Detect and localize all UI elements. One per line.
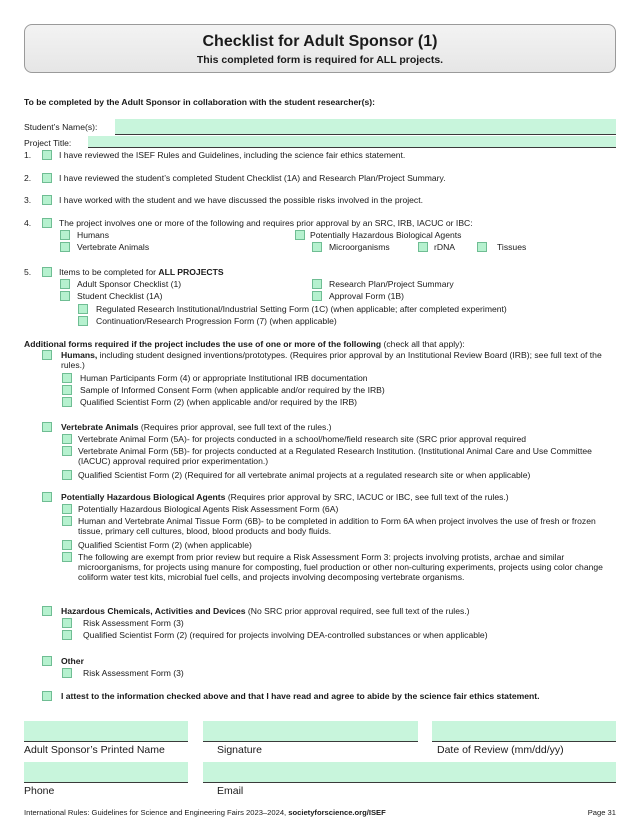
vertebrate-checkbox[interactable] [60, 242, 70, 252]
item-3-text: I have worked with the student and we have discussed the possible risks involved in the project. [59, 195, 424, 205]
item-4-number: 4. [24, 218, 32, 228]
form-subtitle: This completed form is required for ALL projects. [196, 54, 444, 67]
adult-checklist-checkbox[interactable] [60, 279, 70, 289]
hazardous-qualified-scientist-checkbox[interactable] [62, 630, 72, 640]
student-names-label: Student’s Name(s): [24, 122, 98, 132]
page-number: Page 31 [587, 808, 616, 817]
phba-6a-checkbox[interactable] [62, 504, 72, 514]
item-1-checkbox[interactable] [42, 150, 52, 160]
add-phba-description: Potentially Hazardous Biological Agents (Requires prior approval by SRC, IACUC or IBC, see full text of the rules.) [61, 492, 509, 502]
approval-form-checkbox[interactable] [312, 291, 322, 301]
footer-link[interactable]: societyforscience.org/ISEF [288, 808, 386, 817]
phba-6b-label: Human and Vertebrate Animal Tissue Form (6B)- to be completed in addition to Form 6A when project involves the use of fresh or frozen tissue, primary cell cultures, blood, blood products and body fluids. [78, 516, 596, 536]
hazardous-qualified-scientist-label: Qualified Scientist Form (2) (required for projects involving DEA-controlled substances or when applicable) [83, 630, 488, 640]
humans-qualified-scientist-label: Qualified Scientist Form (2) (when applicable and/or required by the IRB) [80, 397, 358, 407]
phba-6a-label: Potentially Hazardous Biological Agents Risk Assessment Form (6A) [78, 504, 339, 514]
phba-6b-checkbox[interactable] [62, 516, 72, 526]
add-humans-checkbox[interactable] [42, 350, 52, 360]
informed-consent-label: Sample of Informed Consent Form (when applicable and/or required by the IRB) [80, 385, 385, 395]
attest-checkbox[interactable] [42, 691, 52, 701]
other-risk-assessment-checkbox[interactable] [62, 668, 72, 678]
additional-heading: Additional forms required if the project includes the use of one or more of the following (check all that apply): [24, 339, 465, 349]
rdna-checkbox[interactable] [418, 242, 428, 252]
item-4-checkbox[interactable] [42, 218, 52, 228]
phba-label: Potentially Hazardous Biological Agents [310, 230, 462, 240]
vertebrate-5a-label: Vertebrate Animal Form (5A)- for projects conducted in a school/home/field research site (SRC prior approval required [78, 434, 527, 444]
item-3-checkbox[interactable] [42, 195, 52, 205]
add-phba-checkbox[interactable] [42, 492, 52, 502]
item-1-number: 1. [24, 150, 32, 160]
item-5-checkbox[interactable] [42, 267, 52, 277]
informed-consent-checkbox[interactable] [62, 385, 72, 395]
adult-checklist-label: Adult Sponsor Checklist (1) [77, 279, 182, 289]
research-plan-checkbox[interactable] [312, 279, 322, 289]
form-title: Checklist for Adult Sponsor (1) [202, 33, 438, 50]
add-other-checkbox[interactable] [42, 656, 52, 666]
microorganisms-label: Microorganisms [329, 242, 390, 252]
date-review-underline [432, 741, 616, 742]
date-review-field[interactable] [432, 721, 616, 741]
phba-exempt-label: The following are exempt from prior review but require a Risk Assessment Form 3: projects involving protists, archae and similar microorganisms, for projects using manure for composting, fuel production or other non-culturing experiments, projects using color change coliform water test kits, microbial fuel cells, and projects involving decomposing vertebrate organisms. [78, 552, 603, 582]
email-label: Email [217, 785, 244, 797]
vertebrate-5b-checkbox[interactable] [62, 446, 72, 456]
phone-label: Phone [24, 785, 55, 797]
item-1-text: I have reviewed the ISEF Rules and Guidelines, including the science fair ethics statement. [59, 150, 406, 160]
phba-checkbox[interactable] [295, 230, 305, 240]
signature-label: Signature [217, 744, 262, 756]
human-participants-checkbox[interactable] [62, 373, 72, 383]
item-4-text: The project involves one or more of the following and requires prior approval by an SRC, IRB, IACUC or IBC: [59, 218, 473, 228]
continuation-form-checkbox[interactable] [78, 316, 88, 326]
project-title-field[interactable] [88, 136, 616, 147]
item-2-checkbox[interactable] [42, 173, 52, 183]
humans-checkbox[interactable] [60, 230, 70, 240]
item-2-text: I have reviewed the student’s completed Student Checklist (1A) and Research Plan/Project Summary. [59, 173, 446, 183]
tissues-checkbox[interactable] [477, 242, 487, 252]
printed-name-label: Adult Sponsor’s Printed Name [24, 744, 165, 756]
human-participants-label: Human Participants Form (4) or appropriate Institutional IRB documentation [80, 373, 368, 383]
date-review-label: Date of Review (mm/dd/yy) [437, 744, 564, 756]
item-2-number: 2. [24, 173, 32, 183]
phone-underline [24, 782, 188, 783]
regulated-form-checkbox[interactable] [78, 304, 88, 314]
tissues-label: Tissues [497, 242, 527, 252]
item-5-number: 5. [24, 267, 32, 277]
intro-text: To be completed by the Adult Sponsor in collaboration with the student researcher(s): [24, 97, 375, 107]
add-vertebrate-checkbox[interactable] [42, 422, 52, 432]
item-5-text: Items to be completed for ALL PROJECTS [59, 267, 224, 277]
add-vertebrate-description: Vertebrate Animals (Requires prior approval, see full text of the rules.) [61, 422, 332, 432]
student-checklist-checkbox[interactable] [60, 291, 70, 301]
project-title-underline [88, 147, 616, 148]
add-hazardous-checkbox[interactable] [42, 606, 52, 616]
vertebrate-qualified-scientist-checkbox[interactable] [62, 470, 72, 480]
printed-name-field[interactable] [24, 721, 188, 741]
student-names-field[interactable] [115, 119, 616, 134]
approval-form-label: Approval Form (1B) [329, 291, 404, 301]
humans-qualified-scientist-checkbox[interactable] [62, 397, 72, 407]
add-hazardous-description: Hazardous Chemicals, Activities and Devices (No SRC prior approval required, see full text of the rules.) [61, 606, 470, 616]
vertebrate-5a-checkbox[interactable] [62, 434, 72, 444]
attest-text: I attest to the information checked above and that I have read and agree to abide by the science fair ethics statement. [61, 691, 540, 701]
student-names-underline [115, 134, 616, 135]
microorganisms-checkbox[interactable] [312, 242, 322, 252]
vertebrate-5b-label: Vertebrate Animal Form (5B)- for projects conducted at a Regulated Research Institution. (Institutional Animal Care and Use Committee (IACUC) approval required prior experimentation.) [78, 446, 592, 466]
phba-exempt-checkbox[interactable] [62, 552, 72, 562]
project-title-label: Project Title: [24, 138, 72, 148]
regulated-form-label: Regulated Research Institutional/Industrial Setting Form (1C) (when applicable; after completed experiment) [96, 304, 507, 314]
vertebrate-qualified-scientist-label: Qualified Scientist Form (2) (Required for all vertebrate animal projects at a regulated research site or when applicable) [78, 470, 531, 480]
phone-field[interactable] [24, 762, 188, 782]
footer-text: International Rules: Guidelines for Science and Engineering Fairs 2023–2024, societyforscience.org/ISEF [24, 808, 386, 817]
phba-qualified-scientist-label: Qualified Scientist Form (2) (when applicable) [78, 540, 252, 550]
signature-underline [203, 741, 418, 742]
continuation-form-label: Continuation/Research Progression Form (7) (when applicable) [96, 316, 337, 326]
vertebrate-label: Vertebrate Animals [77, 242, 150, 252]
add-humans-description: Humans, including student designed inventions/prototypes. (Requires prior approval by an Institutional Review Board (IRB); see full text of the rules.) [61, 350, 602, 370]
add-other-title: Other [61, 656, 84, 666]
hazardous-risk-assessment-checkbox[interactable] [62, 618, 72, 628]
research-plan-label: Research Plan/Project Summary [329, 279, 454, 289]
other-risk-assessment-label: Risk Assessment Form (3) [83, 668, 184, 678]
rdna-label: rDNA [434, 242, 456, 252]
item-3-number: 3. [24, 195, 32, 205]
phba-qualified-scientist-checkbox[interactable] [62, 540, 72, 550]
hazardous-risk-assessment-label: Risk Assessment Form (3) [83, 618, 184, 628]
humans-label: Humans [77, 230, 109, 240]
signature-field[interactable] [203, 721, 418, 741]
student-checklist-label: Student Checklist (1A) [77, 291, 163, 301]
printed-name-underline [24, 741, 188, 742]
email-field[interactable] [203, 762, 616, 782]
form-header [24, 24, 616, 73]
email-underline [203, 782, 616, 783]
